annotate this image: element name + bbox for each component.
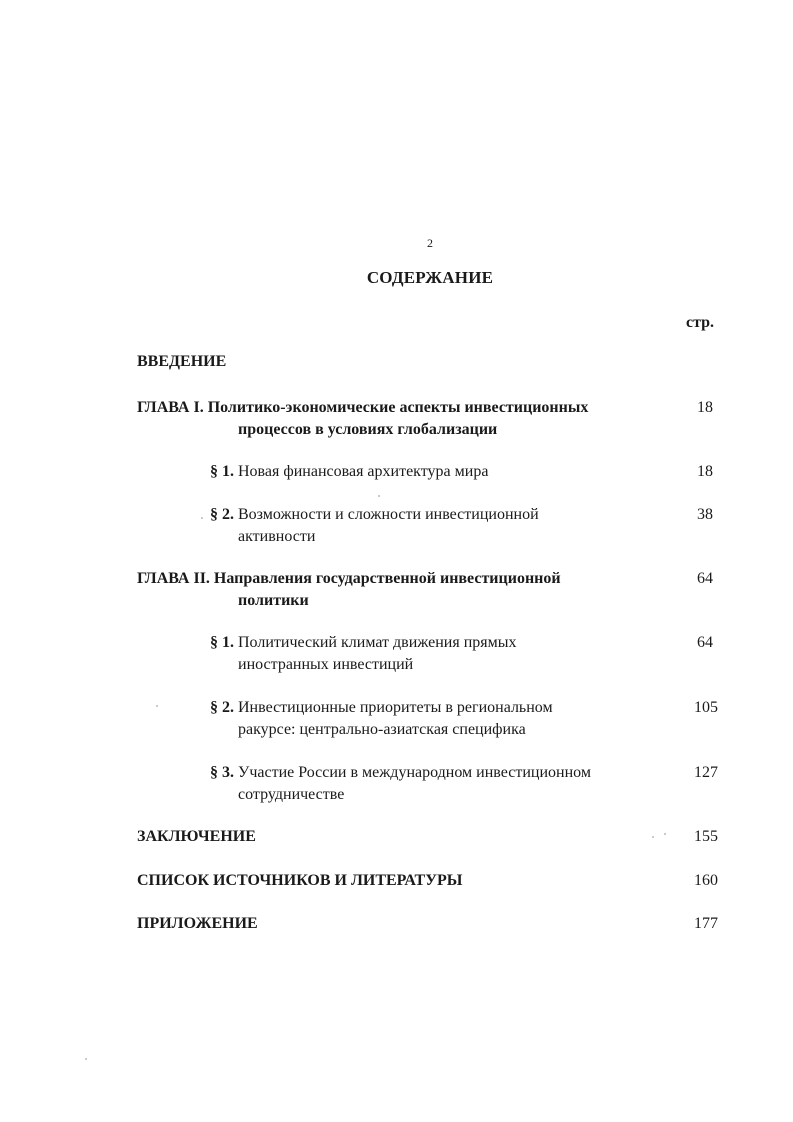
toc-ch2-sec2-title-line2[interactable]: ракурсе: центрально-азиатская специфика — [238, 721, 526, 738]
toc-chapter2-title-line1[interactable]: ГЛАВА II. Направления государственной инвестиционной — [137, 570, 561, 587]
scan-speck — [85, 1058, 87, 1060]
toc-appendix-page: 177 — [694, 915, 718, 932]
page-column-header: стр. — [686, 314, 715, 331]
toc-ch1-sec2-title: Возможности и сложности инвестиционной — [238, 506, 539, 523]
toc-ch2-sec2-page: 105 — [694, 699, 718, 716]
toc-ch1-sec1-mark: § 1. — [210, 463, 234, 480]
toc-sources[interactable]: СПИСОК ИСТОЧНИКОВ И ЛИТЕРАТУРЫ — [137, 872, 463, 889]
toc-ch2-sec2[interactable] — [210, 697, 553, 719]
toc-ch2-sec1-mark: § 1. — [210, 634, 234, 651]
toc-ch1-sec2-mark: § 2. — [210, 506, 234, 523]
toc-ch2-sec1-page: 64 — [697, 634, 713, 651]
scan-speck — [664, 833, 666, 835]
toc-ch2-sec1-title: Политический климат движения прямых — [238, 634, 517, 651]
toc-chapter2-page: 64 — [697, 570, 713, 587]
scan-speck — [156, 705, 158, 707]
toc-ch1-sec1-page: 18 — [697, 463, 713, 480]
toc-ch2-sec3[interactable] — [210, 762, 591, 784]
toc-ch2-sec1-title-line2[interactable]: иностранных инвестиций — [238, 656, 414, 673]
scan-speck — [201, 517, 203, 519]
toc-ch1-sec2-page: 38 — [697, 506, 713, 523]
toc-ch2-sec1[interactable] — [210, 632, 517, 654]
scan-speck — [378, 495, 380, 497]
toc-ch2-sec3-mark: § 3. — [210, 764, 234, 781]
toc-ch1-sec1[interactable] — [210, 461, 488, 483]
toc-conclusion[interactable]: ЗАКЛЮЧЕНИЕ — [137, 828, 256, 845]
toc-ch2-sec3-page: 127 — [694, 764, 718, 781]
toc-chapter1-title-line2[interactable]: процессов в условиях глобализации — [238, 421, 498, 438]
toc-ch1-sec1-title: Новая финансовая архитектура мира — [238, 463, 489, 480]
toc-introduction[interactable]: ВВЕДЕНИЕ — [137, 353, 227, 370]
toc-chapter1-title-line1[interactable]: ГЛАВА I. Политико-экономические аспекты инвестиционных — [137, 399, 589, 416]
toc-sources-page: 160 — [694, 872, 718, 889]
toc-chapter1-page: 18 — [697, 399, 713, 416]
page-number: 2 — [427, 236, 433, 250]
toc-ch2-sec3-title-line2[interactable]: сотрудничестве — [238, 786, 345, 803]
toc-ch2-sec3-title: Участие России в международном инвестиционном — [238, 764, 591, 781]
toc-ch2-sec2-mark: § 2. — [210, 699, 234, 716]
scan-speck — [652, 836, 654, 838]
toc-ch1-sec2[interactable] — [210, 504, 539, 526]
page-title: СОДЕРЖАНИЕ — [366, 268, 494, 287]
toc-conclusion-page: 155 — [694, 828, 718, 845]
toc-appendix[interactable]: ПРИЛОЖЕНИЕ — [137, 915, 258, 932]
toc-ch2-sec2-title: Инвестиционные приоритеты в региональном — [238, 699, 553, 716]
toc-chapter2-title-line2[interactable]: политики — [238, 592, 309, 609]
toc-ch1-sec2-title-line2[interactable]: активности — [238, 528, 316, 545]
